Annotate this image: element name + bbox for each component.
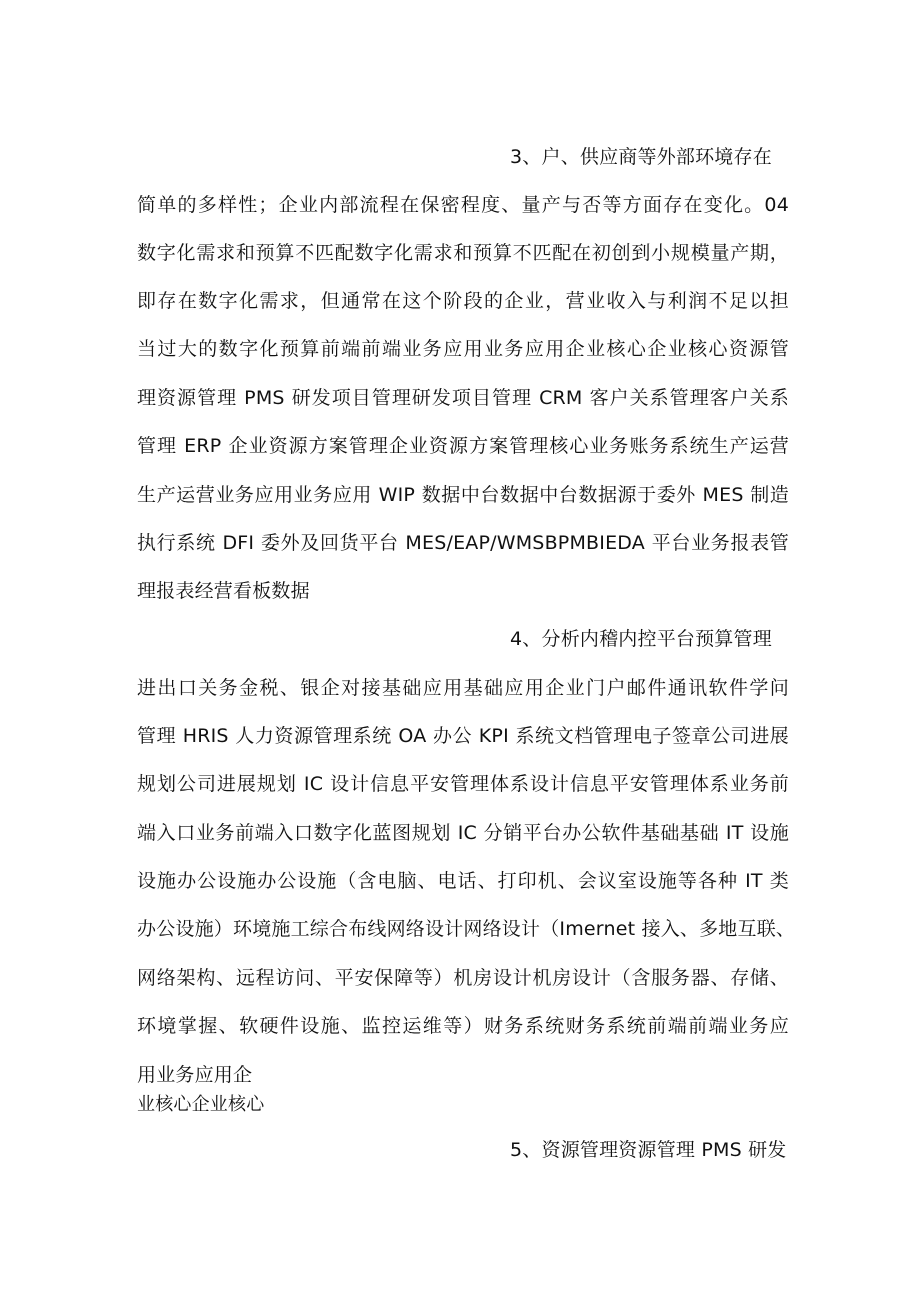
paragraph-line: 设施办公设施办公设施（含电脑、电话、打印机、会议室设施等各种 IT 类 xyxy=(137,870,789,892)
paragraph-line: 端入口业务前端入口数字化蓝图规划 IC 分销平台办公软件基础基础 IT 设施 xyxy=(137,822,789,844)
paragraph-line: 当过大的数字化预算前端前端业务应用业务应用企业核心企业核心资源管 xyxy=(137,338,789,360)
section-3-heading: 3、户、供应商等外部环境存在 xyxy=(510,146,772,168)
paragraph-line: 业核心企业核心 xyxy=(137,1094,265,1115)
paragraph-line: 环境掌握、软硬件设施、监控运维等）财务系统财务系统前端前端业务应 xyxy=(137,1015,789,1037)
paragraph-line: 进出口关务金税、银企对接基础应用基础应用企业门户邮件通讯软件学问 xyxy=(137,677,789,699)
paragraph-line: 办公设施）环境施工综合布线网络设计网络设计（Imernet 接入、多地互联、 xyxy=(137,918,796,940)
paragraph-line: 网络架构、远程访问、平安保障等）机房设计机房设计（含服务器、存储、 xyxy=(137,967,789,989)
paragraph-line: 规划公司进展规划 IC 设计信息平安管理体系设计信息平安管理体系业务前 xyxy=(137,773,789,795)
section-5-heading: 5、资源管理资源管理 PMS 研发 xyxy=(510,1139,787,1161)
paragraph-line: 简单的多样性；企业内部流程在保密程度、量产与否等方面存在变化。04 xyxy=(137,194,789,216)
paragraph-line: 执行系统 DFI 委外及回货平台 MES/EAP/WMSBPMBIEDA 平台业务报表管 xyxy=(137,532,789,554)
paragraph-line: 管理 HRIS 人力资源管理系统 OA 办公 KPI 系统文档管理电子签章公司进展 xyxy=(137,725,789,747)
paragraph-line: 数字化需求和预算不匹配数字化需求和预算不匹配在初创到小规模量产期， xyxy=(137,242,789,264)
paragraph-line: 生产运营业务应用业务应用 WIP 数据中台数据中台数据源于委外 MES 制造 xyxy=(137,484,789,506)
paragraph-line: 理资源管理 PMS 研发项目管理研发项目管理 CRM 客户关系管理客户关系 xyxy=(137,387,789,409)
paragraph-line: 用业务应用企 xyxy=(137,1064,253,1086)
paragraph-line: 管理 ERP 企业资源方案管理企业资源方案管理核心业务账务系统生产运营 xyxy=(137,435,789,457)
section-4-heading: 4、分析内稽内控平台预算管理 xyxy=(510,628,772,650)
paragraph-line: 即存在数字化需求，但通常在这个阶段的企业，营业收入与利润不足以担 xyxy=(137,290,789,312)
paragraph-line: 理报表经营看板数据 xyxy=(137,580,310,602)
